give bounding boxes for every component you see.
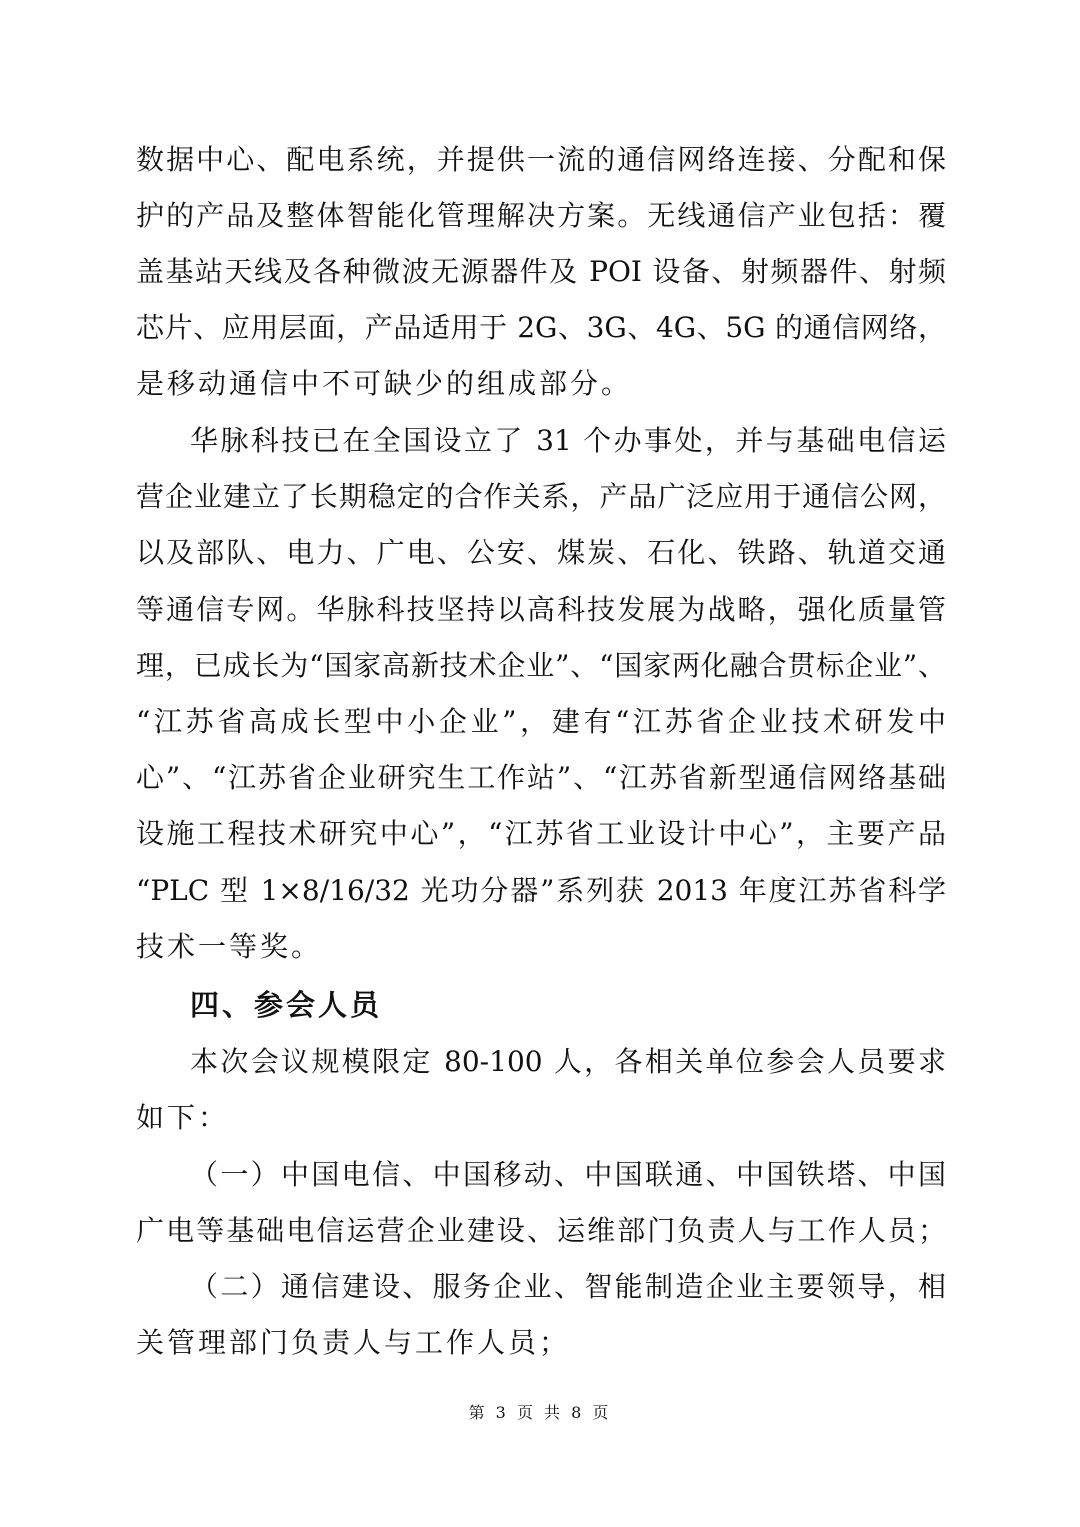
body-line: 技术一等奖。 (136, 930, 323, 963)
body-line: “PLC 型 1×8/16/32 光功分器”系列获 2013 年度江苏省科学 (136, 874, 946, 907)
body-line: 关管理部门负责人与工作人员； (136, 1326, 571, 1359)
body-line: 盖基站天线及各种微波无源器件及 POI 设备、射频器件、射频 (136, 255, 946, 288)
body-line: 本次会议规模限定 80-100 人，各相关单位参会人员要求 (190, 1045, 946, 1078)
body-line: 护的产品及整体智能化管理解决方案。无线通信产业包括：覆 (136, 199, 946, 232)
section-heading: 四、参会人员 (190, 988, 383, 1022)
body-line: 心”、“江苏省企业研究生工作站”、“江苏省新型通信网络基础 (136, 761, 946, 794)
page-number-footer: 第 3 页 共 8 页 (468, 1403, 612, 1422)
body-line: 以及部队、电力、广电、公安、煤炭、石化、铁路、轨道交通 (136, 536, 946, 569)
body-line: 广电等基础电信运营企业建设、运维部门负责人与工作人员； (136, 1214, 946, 1247)
body-line: 芯片、应用层面，产品适用于 2G、3G、4G、5G 的通信网络， (136, 311, 946, 344)
body-line: 是移动通信中不可缺少的组成部分。 (136, 367, 633, 400)
body-line: 理，已成长为“国家高新技术企业”、“国家两化融合贯标企业”、 (136, 649, 946, 682)
body-line: 华脉科技已在全国设立了 31 个办事处，并与基础电信运 (190, 424, 946, 457)
body-line: 设施工程技术研究中心”，“江苏省工业设计中心”，主要产品 (136, 817, 946, 850)
body-line: 营企业建立了长期稳定的合作关系，产品广泛应用于通信公网， (136, 480, 946, 513)
body-line: （二）通信建设、服务企业、智能制造企业主要领导，相 (190, 1270, 946, 1303)
body-line: 数据中心、配电系统，并提供一流的通信网络连接、分配和保 (136, 143, 946, 176)
body-line: “江苏省高成长型中小企业”，建有“江苏省企业技术研发中 (136, 705, 946, 738)
body-line: 等通信专网。华脉科技坚持以高科技发展为战略，强化质量管 (136, 593, 946, 626)
body-line: 如下： (136, 1101, 230, 1134)
body-line: （一）中国电信、中国移动、中国联通、中国铁塔、中国 (190, 1158, 946, 1191)
